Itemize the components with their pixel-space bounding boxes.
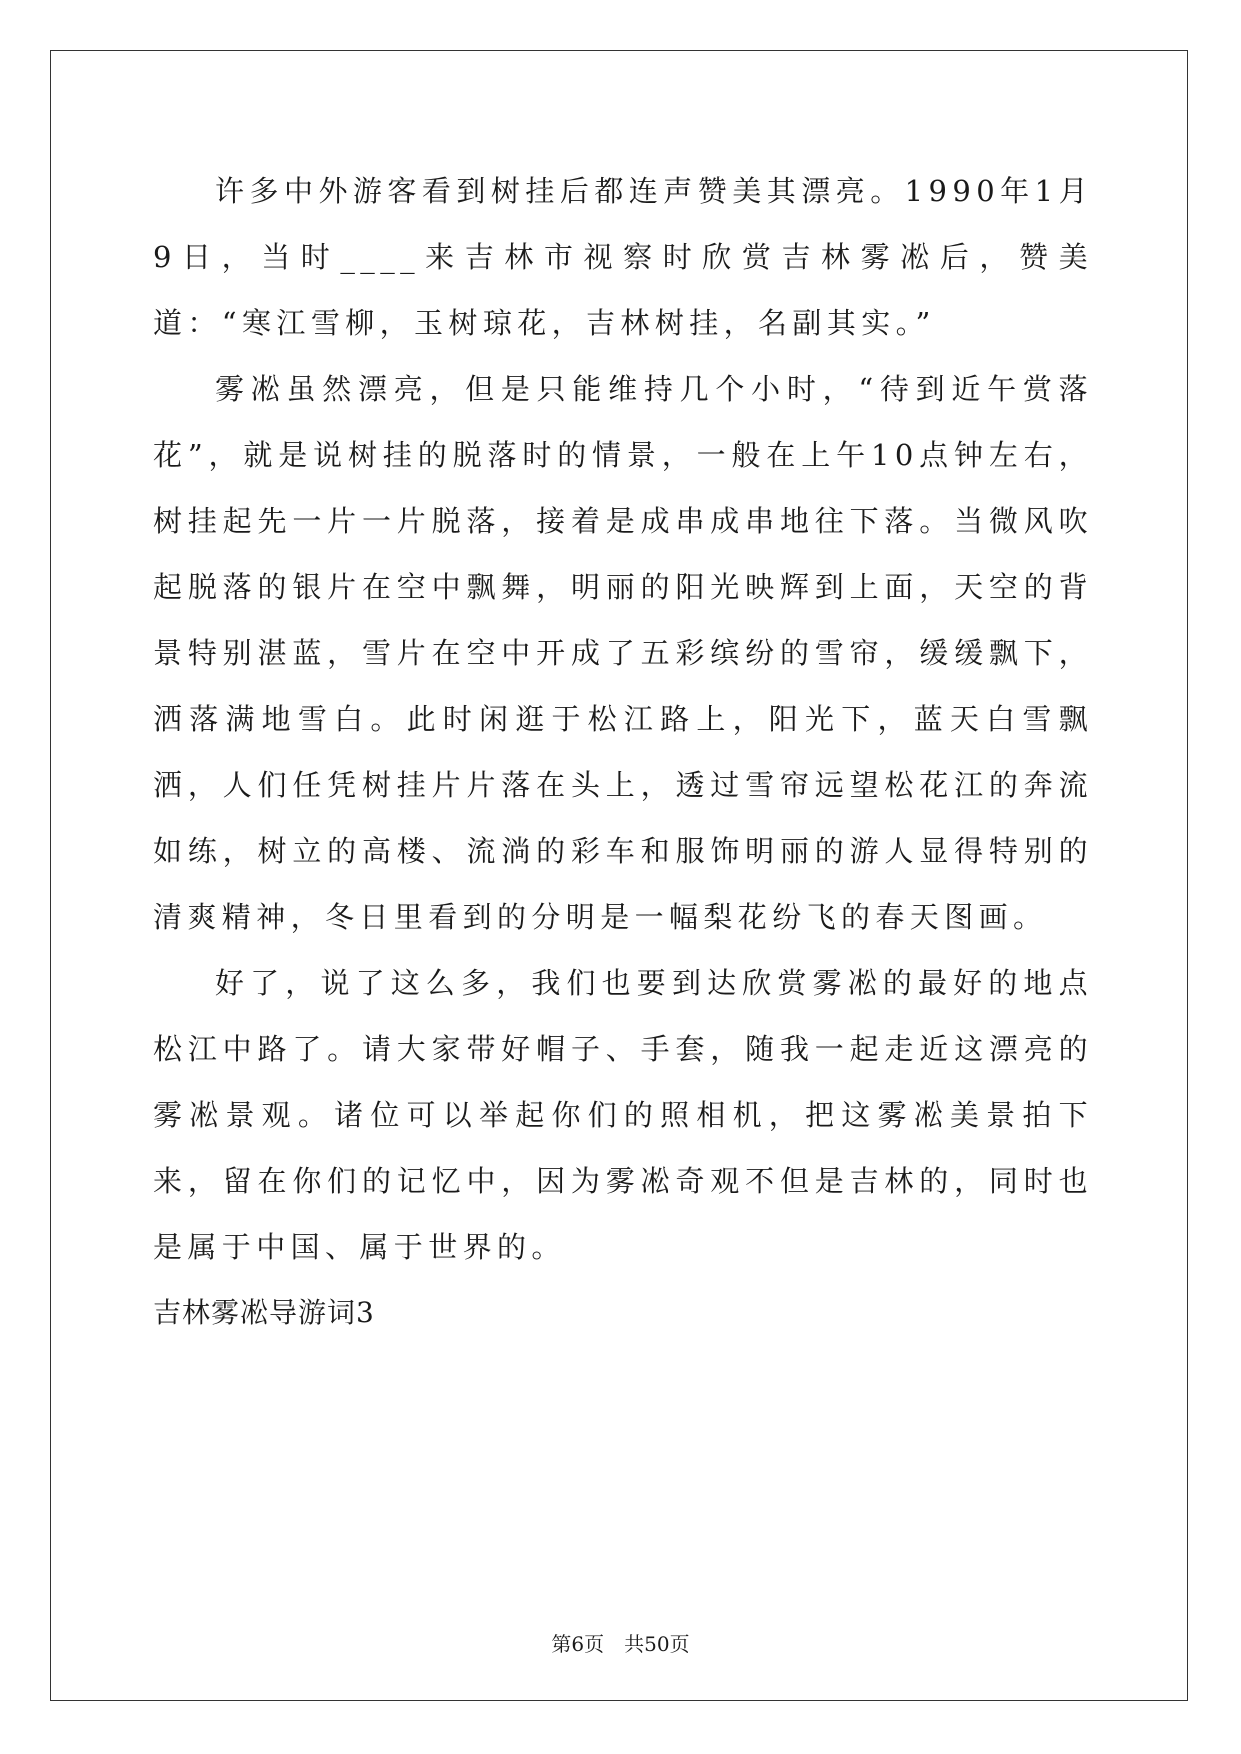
- page-number-footer: 第6页 共50页: [551, 1632, 690, 1656]
- paragraph-1: 许多中外游客看到树挂后都连声赞美其漂亮。1990年1月9日，当时____来吉林市视察时欣赏吉林雾凇后，赞美道：“寒江雪柳，玉树琼花，吉林树挂，名副其实。”: [153, 174, 1093, 340]
- paragraph-2: 雾凇虽然漂亮，但是只能维持几个小时，“待到近午赏落花”，就是说树挂的脱落时的情景，一般在上午10点钟左右，树挂起先一片一片脱落，接着是成串成串地往下落。当微风吹起脱落的银片在空中飘舞，明丽的阳光映辉到上面，天空的背景特别湛蓝，雪片在空中开成了五彩缤纷的雪帘，缓缓飘下，洒落满地雪白。此时闲逛于松江路上，阳光下，蓝天白雪飘洒，人们任凭树挂片片落在头上，透过雪帘远望松花江的奔流如练，树立的高楼、流淌的彩车和服饰明丽的游人显得特别的清爽精神，冬日里看到的分明是一幅梨花纷飞的春天图画。: [153, 372, 1093, 934]
- section-heading: 吉林雾凇导游词3: [153, 1296, 375, 1329]
- document-body: [153, 158, 1093, 1346]
- paragraph-3: 好了，说了这么多，我们也要到达欣赏雾凇的最好的地点松江中路了。请大家带好帽子、手套，随我一起走近这漂亮的雾凇景观。诸位可以举起你们的照相机，把这雾凇美景拍下来，留在你们的记忆中，因为雾凇奇观不但是吉林的，同时也是属于中国、属于世界的。: [153, 966, 1093, 1264]
